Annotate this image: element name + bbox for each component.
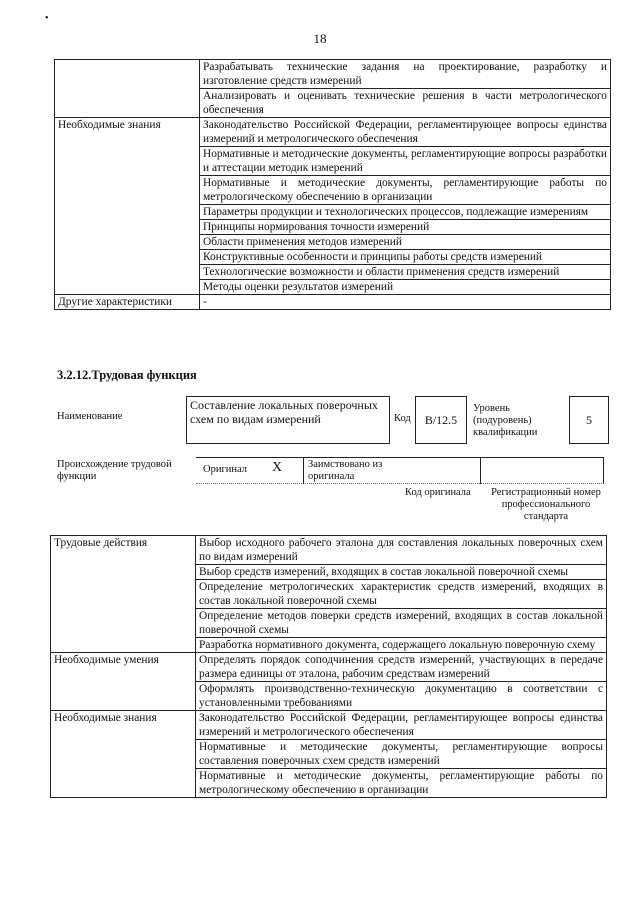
row-header: Необходимые знания: [51, 711, 196, 798]
table-body: [51, 536, 607, 798]
code-label: Код: [394, 413, 411, 424]
level-value: 5: [586, 413, 592, 427]
table-row: [51, 653, 607, 682]
table-cell: Нормативные и методические документы, регламентирующие работы по метрологическому обеспечению в организации: [200, 176, 611, 205]
table-row: [55, 118, 611, 147]
requirements-table-top: [54, 59, 611, 310]
table-cell: Определение метрологических характеристик средств измерений, входящих в состав локальной поверочной схемы: [196, 580, 607, 609]
table-cell: Конструктивные особенности и принципы работы средств измерений: [200, 250, 611, 265]
page-mark: •: [45, 13, 49, 24]
table-cell: Принципы нормирования точности измерений: [200, 220, 611, 235]
borrowed-label: Заимствовано из оригинала: [308, 459, 383, 482]
table-cell: Выбор средств измерений, входящих в состав локальной поверочной схемы: [196, 565, 607, 580]
table-cell: Законодательство Российской Федерации, регламентирующее вопросы единства измерений и метрологического обеспечения: [200, 118, 611, 147]
table-cell: Анализировать и оценивать технические решения в части метрологического обеспечения: [200, 89, 611, 118]
level-label: Уровень (подуровень) квалификации: [473, 403, 538, 438]
table-cell: Определение методов поверки средств измерений, входящих в состав локальной поверочной схемы: [196, 609, 607, 638]
table-cell: Выбор исходного рабочего эталона для составления локальных поверочных схем по видам измерений: [196, 536, 607, 565]
row-header: Трудовые действия: [51, 536, 196, 653]
name-label: Наименование: [57, 411, 123, 422]
function-name-value: Составление локальных поверочных схем по видам измерений: [190, 398, 378, 426]
table-cell: Нормативные и методические документы, регламентирующие вопросы разработки и аттестации методик измерений: [200, 147, 611, 176]
row-header: [55, 60, 200, 118]
table-cell: Нормативные и методические документы, регламентирующие работы по метрологическому обеспечению в организации: [196, 769, 607, 798]
table-cell: Технологические возможности и области применения средств измерений: [200, 265, 611, 280]
reg-number-caption: Регистрационный номер профессионального стандарта: [491, 487, 601, 522]
table-body: [55, 60, 611, 310]
code-box: [415, 396, 467, 444]
table-cell: Нормативные и методические документы, регламентирующие вопросы составления поверочных схем средств измерений: [196, 740, 607, 769]
origin-row: [196, 457, 604, 484]
table-cell: Определять порядок соподчинения средств измерений, участвующих в передаче размера единицы от эталона, рабочим средствам измерений: [196, 653, 607, 682]
table-cell: Методы оценки результатов измерений: [200, 280, 611, 295]
original-mark: X: [272, 460, 283, 475]
section-title: 3.2.12.Трудовая функция: [57, 368, 197, 382]
table-cell: Законодательство Российской Федерации, регламентирующее вопросы единства измерений и метрологического обеспечения: [196, 711, 607, 740]
table-row: [51, 536, 607, 565]
function-name-box: [186, 396, 390, 444]
row-header: Необходимые знания: [55, 118, 200, 295]
origin-divider: [303, 457, 304, 484]
table-cell: Параметры продукции и технологических процессов, подлежащие измерениям: [200, 205, 611, 220]
table-row: [55, 60, 611, 89]
table-row: [51, 711, 607, 740]
page-number: 18: [313, 31, 327, 46]
table-row: [55, 295, 611, 310]
level-box: [569, 396, 609, 444]
table-cell: Области применения методов измерений: [200, 235, 611, 250]
code-original-caption: Код оригинала: [405, 487, 471, 498]
table-cell: -: [200, 295, 611, 310]
origin-divider: [480, 457, 481, 484]
row-header: Другие характеристики: [55, 295, 200, 310]
row-header: Необходимые умения: [51, 653, 196, 711]
requirements-table-bottom: [50, 535, 607, 798]
code-value: В/12.5: [424, 413, 458, 427]
table-cell: Оформлять производственно-техническую документацию в соответствии с установленными требованиями: [196, 682, 607, 711]
origin-label: Происхождение трудовой функции: [57, 459, 172, 482]
table-cell: Разработка нормативного документа, содержащего локальную поверочную схему: [196, 638, 607, 653]
original-label: Оригинал: [203, 464, 247, 475]
table-cell: Разрабатывать технические задания на проектирование, разработку и изготовление средств измерений: [200, 60, 611, 89]
